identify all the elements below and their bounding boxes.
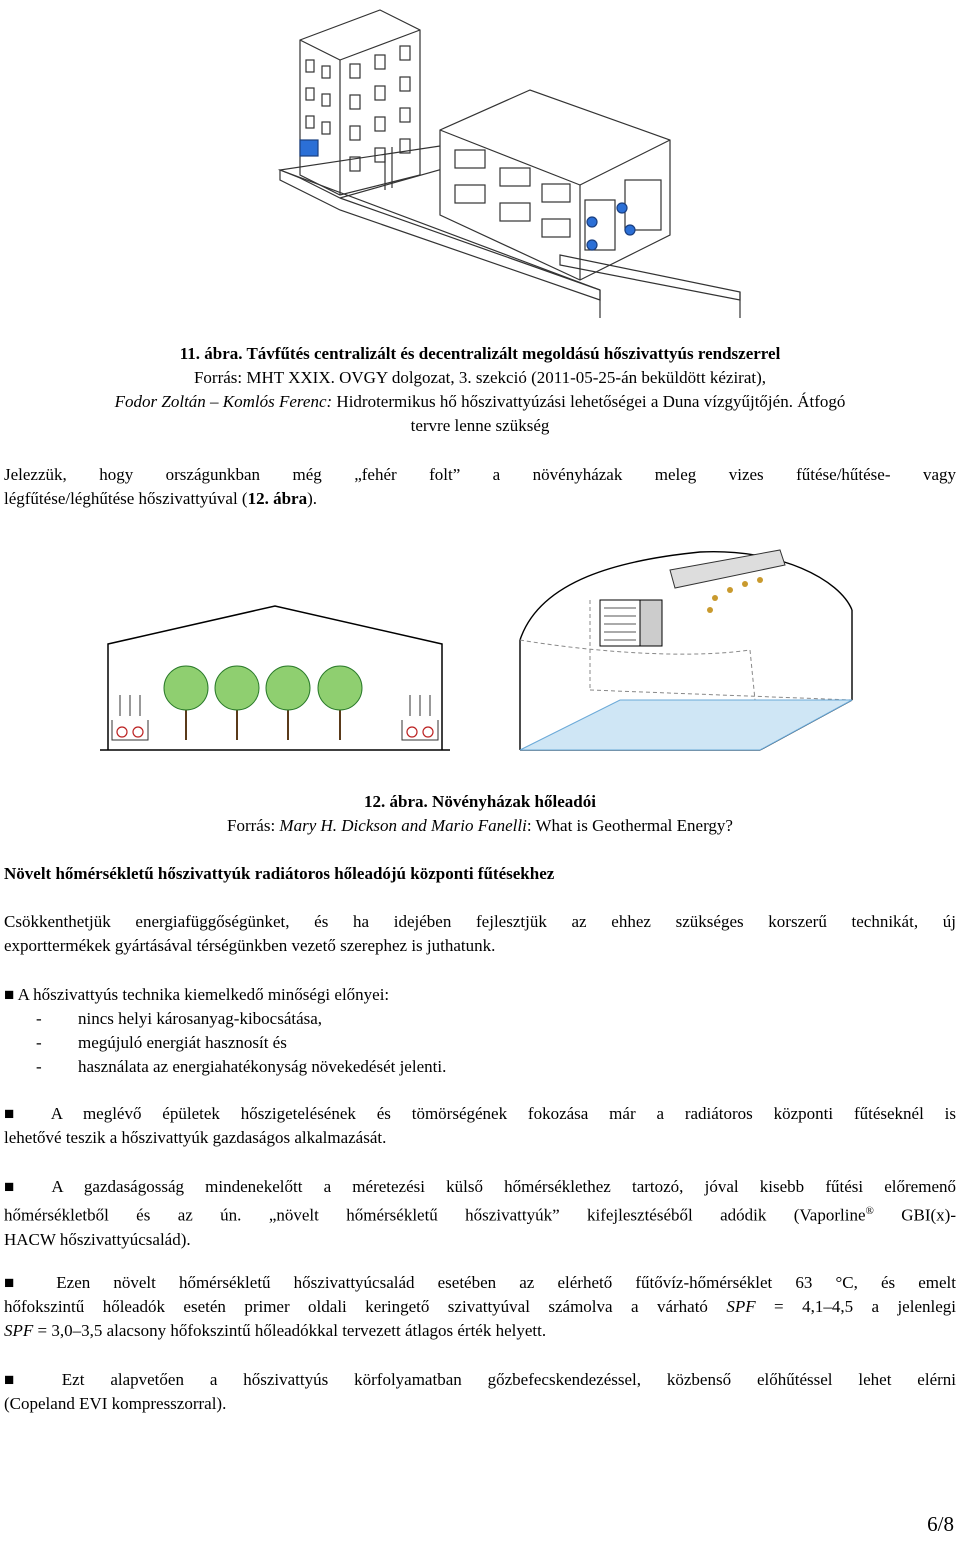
bullet-marker: ■ <box>4 1177 32 1196</box>
bullet-vapor-injection: ■ Ezt alapvetően a hőszivattyús körfolyamatban gőzbefecskendezéssel, közbenső előhűtéssel lehet elérni (Copeland EVI kompresszorral). <box>4 1370 956 1413</box>
bullet-economy: ■ A gazdaságosság mindenekelőtt a méretezési külső hőmérséklethez tartozó, jóval kisebb fűtési előremenő hőmérsékletből és az ún. „növelt hőmérsékletű hőszivattyúk” kifejlesztéséből adódik (Vaporline® GBI(x)- HACW hőszivattyúcsalád). <box>4 1177 956 1249</box>
figure-12-greenhouse-right <box>500 540 860 760</box>
list-item: - nincs helyi károsanyag-kibocsátása, <box>36 1009 323 1028</box>
bullet-marker: ■ <box>4 1273 34 1292</box>
figure-11-source-reference: Fodor Zoltán – Komlós Ferenc: Hidrotermikus hő hőszivattyúzási lehetőségei a Duna vízgyűjtőjén. Átfogó <box>114 392 846 411</box>
paragraph-intro: Jelezzük, hogy országunkban még „fehér folt” a növényházak meleg vizes fűtése/hűtése- vagy légfűtése/léghűtése hőszivattyúval (12. ábra). <box>4 465 956 508</box>
figure-12-title: 12. ábra. Növényházak hőleadói <box>364 792 596 811</box>
list-item: - használata az energiahatékonyság növekedését jelenti. <box>36 1057 447 1076</box>
bullet-insulation: ■ A meglévő épületek hőszigetelésének és tömörségének fokozása már a radiátoros központi fűtéseknél is lehetővé teszik a hőszivattyúk gazdaságos alkalmazását. <box>4 1104 956 1147</box>
bullet-temperature: ■ Ezen növelt hőmérsékletű hőszivattyúcsalád esetében az elérhető fűtővíz-hőmérséklet 63 °C, és emelt hőfokszintű hőleadók esetén primer oldali keringető szivattyúval számolva a várható SPF = 4,1–4,5 a jelenlegi SPF = 3,0–3,5 alacsony hőfokszintű hőleadókkal tervezett átlagos érték helyett. <box>4 1273 956 1340</box>
figure-11-illustration <box>180 0 780 320</box>
list-item: - megújuló energiát hasznosít és <box>36 1033 287 1052</box>
figure-12-source: Forrás: Mary H. Dickson and Mario Fanelli: What is Geothermal Energy? <box>227 816 733 835</box>
figure-11-title: 11. ábra. Távfűtés centralizált és decentralizált megoldású hőszivattyús rendszerrel <box>179 344 781 363</box>
figure-11-source-reference-cont: tervre lenne szükség <box>410 416 550 435</box>
figure-12-caption <box>0 790 960 838</box>
bullet-marker: ■ <box>4 985 15 1004</box>
bullet-marker: ■ <box>4 1370 36 1389</box>
paragraph-energy-dependence: Csökkenthetjük energiafüggőségünket, és ha idejében fejlesztjük az ehhez szükséges korszerű technikát, új exporttermékek gyártásával térségünkben vezető szerephez is juthatunk. <box>4 912 956 955</box>
bullet-advantages: ■ A hőszivattyús technika kiemelkedő minőségi előnyei: - nincs helyi károsanyag-kibocsátása, - megújuló energiát hasznosít és - használata az energiahatékonyság növekedését jelenti. <box>4 983 956 1079</box>
figure-12-greenhouse-left <box>100 600 450 760</box>
bullet-marker: ■ <box>4 1104 31 1123</box>
section-heading: Növelt hőmérsékletű hőszivattyúk radiátoros hőleadójú központi fűtésekhez <box>4 864 555 883</box>
figure-11-source: Forrás: MHT XXIX. OVGY dolgozat, 3. szekció (2011-05-25-án beküldött kézirat), <box>193 368 767 387</box>
figure-11-caption <box>0 342 960 438</box>
page-number: 6/8 <box>927 1512 954 1536</box>
